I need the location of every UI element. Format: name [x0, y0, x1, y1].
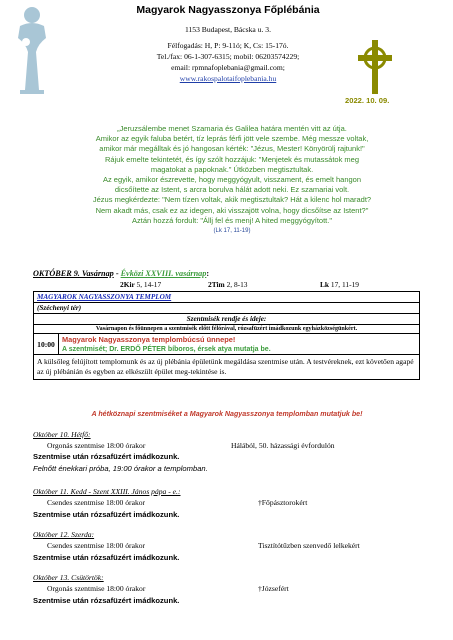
quote-line: Rájuk emelte tekintetét, és így szólt hozzájuk: "Menjetek és mutassátok meg	[104, 154, 360, 164]
mass-intention: Hálából, 50. házassági évfordulón	[231, 441, 335, 450]
weekday-notice: A hétköznapi szentmiséket a Magyarok Nagyasszonya templomban mutatjuk be!	[91, 410, 363, 418]
reading-1: 2Kir 5, 14-17	[120, 280, 162, 289]
quote-line: Jézus megkérdezte: "Nem tízen voltak, akik megtisztultak? Hát a kilenc hol maradt?	[92, 195, 372, 205]
week-sunday: Évközi XXVIII. vasárnap	[120, 269, 207, 278]
quote-line: „Jeruzsálembe menet Szamaria és Galilea határa mentén vitt az útja.	[117, 124, 347, 133]
quote-line: dicsőítette az Istent, s arcra borulva hálát adott neki. Ez szamariai volt.	[114, 185, 350, 195]
quote-line: Nem akadt más, csak ez az idegen, aki visszajött volna, hogy dicsőítse az Istent?"	[95, 205, 369, 215]
schedule-heading: Szentmisék rendje és ideje:	[34, 314, 419, 325]
mass-time: Orgonás szentmise 18:00 órakor	[47, 584, 146, 593]
day-heading: Október 11. Kedd - Szent XXIII. János pápa - e.:	[33, 487, 181, 496]
gospel-quote	[82, 124, 382, 236]
week-heading: OKTÓBER 9. Vasárnap - Évközi XXVIII. vasárnap:	[33, 269, 210, 278]
reading-2: 2Tim 2, 8-13	[208, 280, 248, 289]
quote-line: Az egyik, amikor észrevette, hogy meggyógyult, visszament, és emelt hangon	[102, 175, 362, 185]
celtic-cross-icon	[355, 38, 395, 96]
quote-line: magatokat a papoknak." Útközben megtisztultak.	[150, 164, 314, 174]
mass-intention: Tisztítótűzben szenvedő lelkekért	[258, 541, 360, 550]
reading-3: Lk 17, 11-19	[320, 280, 359, 289]
quote-line: Amikor az egyik faluba betért, tíz leprás férfi jött vele szembe. Még messze voltak,	[95, 134, 369, 144]
quote-line: Aztán hozzá fordult: "Állj fel és menj! A hited meggyógyított."	[131, 215, 332, 225]
quote-reference: (Lk 17, 11-19)	[213, 228, 251, 235]
event-celebrant: A szentmisét; Dr. ERDŐ PÉTER bíboros, érsek atya mutatja be.	[62, 346, 271, 353]
day-heading: Október 12. Szerda:	[33, 530, 95, 539]
choir-note: Felnőtt énekkari próba, 19:00 órakor a templomban.	[33, 464, 208, 473]
office-hours: Félfogadás: H, P: 9-11ó; K, Cs: 15-17ó.	[167, 41, 289, 50]
day-heading: Október 10. Hétfő:	[33, 430, 91, 439]
mass-intention: †Főpásztorokért	[258, 498, 308, 507]
rosary-line: Szentmise után rózsafüzért imádkozunk.	[33, 452, 180, 461]
madonna-statue-icon	[6, 4, 58, 96]
mass-time: Orgonás szentmise 18:00 órakor	[47, 441, 146, 450]
church-name: MAGYAROK NAGYASSZONYA TEMPLOM	[37, 293, 172, 301]
parish-address: 1153 Budapest, Bácska u. 3.	[185, 25, 271, 34]
schedule-table	[33, 291, 420, 380]
quote-line: amikor már megálltak és jó hangosan kérték: "Jézus, Mester! Könyörülj rajtunk!"	[99, 144, 365, 154]
phone-line: Tel./fax: 06-1-307-6315; mobil: 06203574229;	[156, 52, 300, 61]
blessing-text: A külsőleg felújított templomunk és az új plébánia épületünk megáldása szentmise után. A testvéreknek, ezt követően agapé az új plébánián és egyben az elkészült épület meg-tekintése is.	[37, 357, 414, 376]
rosary-line: Szentmise után rózsafüzért imádkozunk.	[33, 510, 180, 519]
rosary-line: Szentmise után rózsafüzért imádkozunk.	[33, 596, 180, 605]
church-square: (Széchenyi tér)	[34, 303, 419, 314]
event-title: Magyarok Nagyasszonya templombúcsú ünnepe!	[62, 335, 236, 344]
week-date: OKTÓBER 9. Vasárnap	[33, 269, 114, 278]
bulletin-date: 2022. 10. 09.	[345, 96, 390, 105]
event-row	[34, 334, 419, 355]
parish-title: Magyarok Nagyasszonya Főplébánia	[136, 4, 320, 16]
event-time: 10:00	[34, 334, 59, 354]
day-heading: Október 13. Csütörtök:	[33, 573, 104, 582]
rosary-line: Szentmise után rózsafüzért imádkozunk.	[33, 553, 180, 562]
rosary-note: Vasárnapon és főünnepen a szentmisék előtt félórával, rózsafüzért imádkozunk egyházközségünkért.	[34, 325, 419, 334]
mass-time: Csendes szentmise 18:00 órakor	[47, 541, 146, 550]
email-line: email: rpmnafoplebania@gmail.com;	[171, 63, 285, 72]
mass-time: Csendes szentmise 18:00 órakor	[47, 498, 146, 507]
website-link[interactable]: www.rakospalotaifoplebania.hu	[179, 74, 277, 83]
mass-intention: †Józsefért	[258, 584, 289, 593]
